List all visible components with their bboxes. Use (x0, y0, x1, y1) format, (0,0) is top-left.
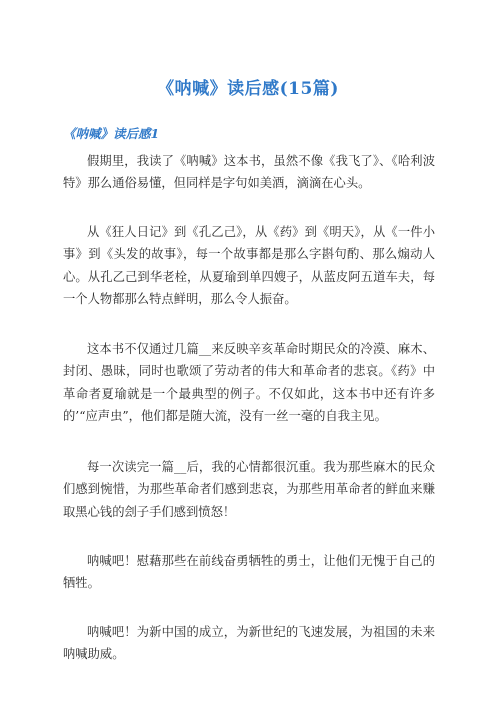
paragraph-2: 从《狂人日记》到《孔乙己》，从《药》到《明天》，从《一件小事》到《头发的故事》，每一个故事都是那么字斟句酌、那么煽动人心。从孔乙己到华老栓，从夏瑜到单四嫂子，从蓝皮阿五道车夫，每一个人物都那么特点鲜明，那么令人振奋。 (63, 225, 435, 306)
paragraph-3: 这本书不仅通过几篇__来反映辛亥革命时期民众的冷漠、麻木、封闭、愚昧，同时也歌颂了劳动者的伟大和革命者的悲哀。《药》中革命者夏瑜就是一个最典型的例子。不仅如此，这本书中还有许多的’“应声虫”，他们都是随大流，没有一丝一毫的自我主见。 (63, 342, 435, 423)
document-title: 《呐喊》读后感(15篇) (157, 79, 339, 99)
paragraph-5: 呐喊吧！慰藉那些在前线奋勇牺牲的勇士，让他们无愧于自己的牺牲。 (63, 554, 435, 591)
section-heading: 《呐喊》读后感1 (63, 126, 160, 141)
paragraph-1: 假期里，我读了《呐喊》这本书，虽然不像《我飞了》、《哈利波特》那么通俗易懂，但同样是字句如美酒，滴滴在心头。 (63, 154, 435, 191)
paragraph-6: 呐喊吧！为新中国的成立，为新世纪的飞速发展，为祖国的未来呐喊助威。 (63, 625, 435, 662)
paragraph-4: 每一次读完一篇__后，我的心情都很沉重。我为那些麻木的民众们感到惋惜，为那些革命者们感到悲哀，为那些用革命者的鲜血来赚取黑心钱的刽子手们感到愤怒！ (63, 460, 435, 519)
